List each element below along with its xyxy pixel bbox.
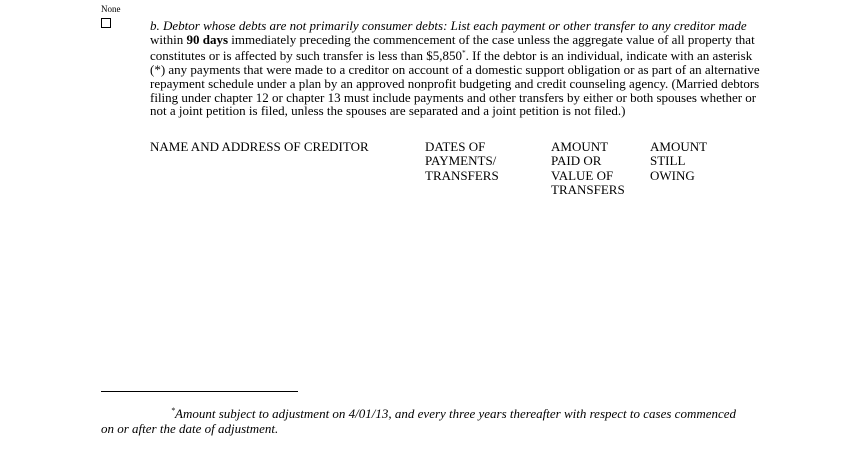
- item-description: [150, 19, 760, 118]
- column-header-creditor: NAME AND ADDRESS OF CREDITOR: [150, 139, 369, 154]
- item-line-7: not a joint petition is filed, unless the spouses are separated and a joint petition is not filed.): [150, 103, 626, 119]
- item-asterisk: *: [462, 48, 466, 57]
- none-checkbox[interactable]: [101, 18, 111, 28]
- column-header-dates: DATES OF PAYMENTS/ TRANSFERS: [425, 139, 499, 183]
- item-90-days: 90 days: [186, 31, 229, 47]
- item-line-4: (*) any payments that were made to a creditor on account of a domestic support obligation or as part of an alternative: [150, 61, 760, 77]
- footnote-mark: *: [171, 406, 175, 415]
- footnote-divider: [101, 391, 298, 392]
- none-label: None: [101, 4, 121, 14]
- item-line-3a: constitutes or is affected by such transfer is less than $5,850: [150, 47, 463, 63]
- item-intro: b. Debtor whose debts are not primarily consumer debts: List each payment or other transfer to any creditor made: [150, 18, 747, 33]
- column-header-amount-owing: AMOUNT STILL OWING: [650, 139, 708, 183]
- item-line-2a: within: [150, 31, 187, 47]
- item-line-6: filing under chapter 12 or chapter 13 must include payments and other transfers by either or both spouses whether or: [150, 89, 757, 105]
- item-line-3b: . If the debtor is an individual, indicate with an asterisk: [465, 47, 753, 63]
- column-header-amount-paid: AMOUNT PAID OR VALUE OF TRANSFERS: [551, 139, 625, 198]
- footnote-text: Amount subject to adjustment on 4/01/13, and every three years thereafter with respect to cases commenced on or after the date of adjustment.: [101, 406, 737, 436]
- item-line-5: repayment schedule under a plan by an approved nonprofit budgeting and credit counseling agency. (Married debtors: [150, 75, 760, 91]
- footnote: [101, 403, 751, 436]
- item-line-2b: immediately preceding the commencement of the case unless the aggregate value of all property that: [228, 31, 755, 47]
